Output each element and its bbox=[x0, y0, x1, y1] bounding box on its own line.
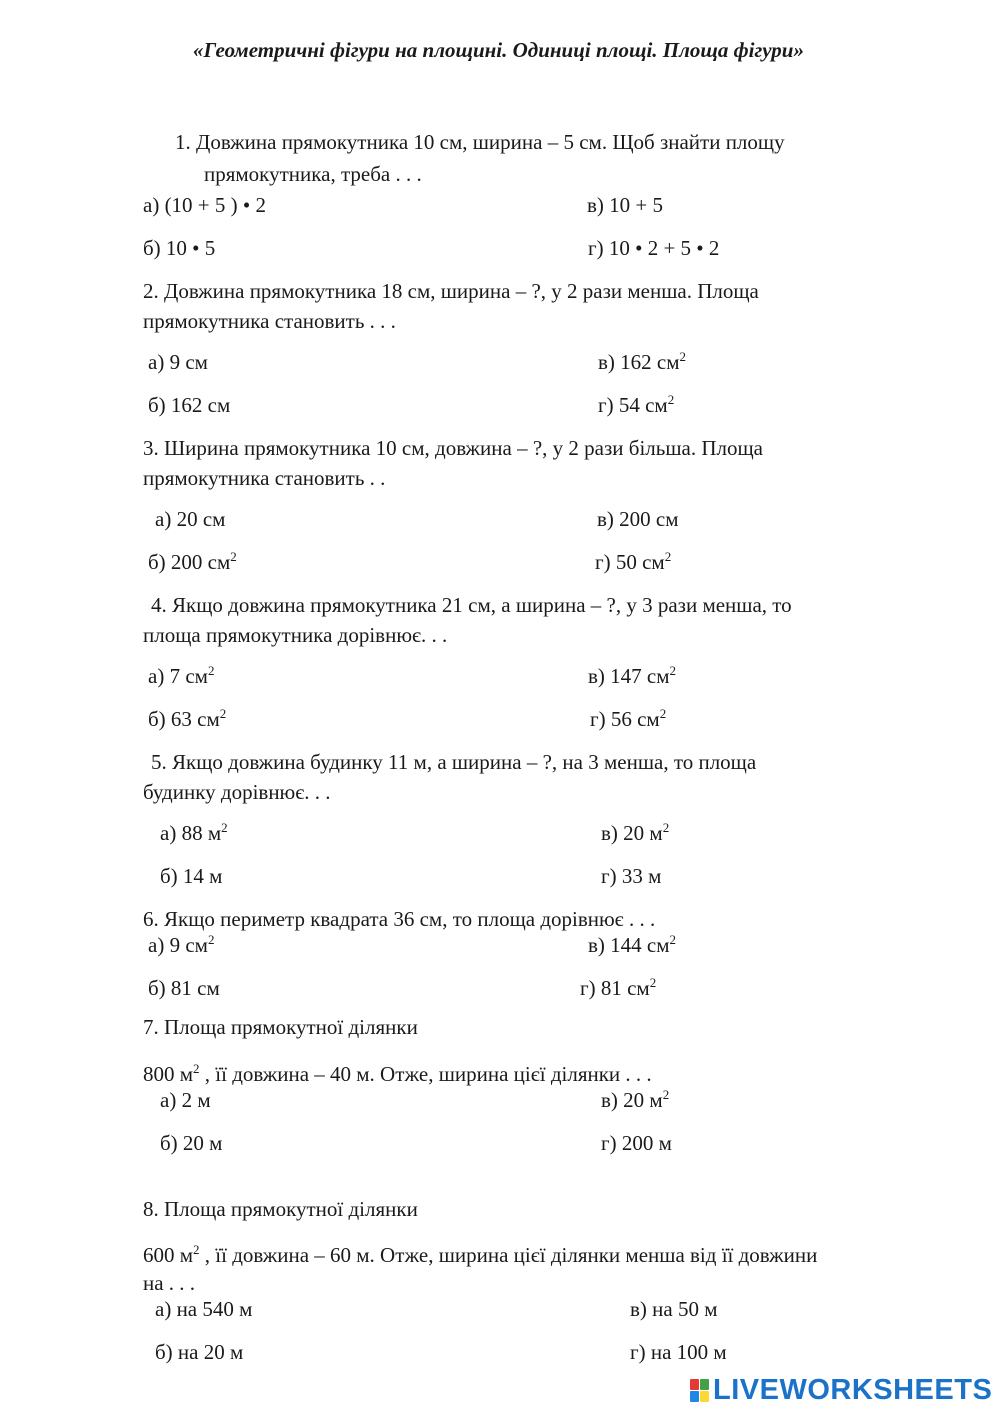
q4-option-v[interactable]: в) 147 $см^2$ bbox=[588, 663, 677, 688]
q4-option-g[interactable]: г) 56 $см^2$ bbox=[590, 706, 667, 731]
q4-option-b[interactable]: б) 63 $см^2$ bbox=[148, 706, 227, 731]
question-5-text-cont: будинку дорівнює. . . bbox=[143, 780, 331, 804]
q8-option-b[interactable]: б) на 20 м bbox=[155, 1340, 244, 1364]
q3-option-a[interactable]: а) 20 см bbox=[155, 507, 226, 531]
q2-option-v[interactable]: в) 162 $см^2$ bbox=[598, 349, 687, 374]
q6-option-g[interactable]: г) 81 $см^2$ bbox=[580, 975, 657, 1000]
q8-option-a[interactable]: а) на 540 м bbox=[155, 1297, 253, 1321]
logo-mark-icon bbox=[690, 1379, 709, 1402]
q7-option-b[interactable]: б) 20 м bbox=[160, 1131, 223, 1155]
q7-option-a[interactable]: а) 2 м bbox=[160, 1088, 211, 1112]
q6-option-v[interactable]: в) 144 $см^2$ bbox=[588, 932, 677, 957]
logo-block-blue bbox=[690, 1391, 699, 1402]
question-8-text: 8. Площа прямокутної ділянки bbox=[143, 1197, 418, 1221]
q8-option-g[interactable]: г) на 100 м bbox=[630, 1340, 727, 1364]
question-4-text: 4. Якщо довжина прямокутника 21 см, а ширина – ?, у 3 рази менша, то bbox=[151, 593, 792, 617]
question-7-text: 7. Площа прямокутної ділянки bbox=[143, 1015, 418, 1039]
question-1-text-cont: прямокутника, треба . . . bbox=[204, 162, 422, 186]
page-title: «Геометричні фігури на площині. Одиниці площі. Площа фігури» bbox=[193, 38, 804, 62]
question-3-text-cont: прямокутника становить . . bbox=[143, 466, 386, 490]
q3-option-g[interactable]: г) 50 $см^2$ bbox=[595, 549, 672, 574]
question-8-text-cont2: на . . . bbox=[143, 1271, 196, 1295]
question-8-text-cont: 600 $м^2$ , її довжина – 60 м. Отже, ширина цієї ділянки менша від її довжини bbox=[143, 1242, 818, 1267]
q1-option-b[interactable]: б) 10 • 5 bbox=[143, 236, 216, 260]
q2-option-g[interactable]: г) 54 $см^2$ bbox=[598, 392, 675, 417]
logo-block-green bbox=[700, 1379, 709, 1390]
question-2-text: 2. Довжина прямокутника 18 см, ширина – ?, у 2 рази менша. Площа bbox=[143, 279, 759, 303]
logo-block-yellow bbox=[700, 1391, 709, 1402]
question-1-text: 1. Довжина прямокутника 10 см, ширина – 5 см. Щоб знайти площу bbox=[175, 130, 785, 154]
question-7-text-cont: 800 $м^2$ , її довжина – 40 м. Отже, ширина цієї ділянки . . . bbox=[143, 1061, 652, 1086]
liveworksheets-logo bbox=[690, 1373, 992, 1407]
logo-block-red bbox=[690, 1379, 699, 1390]
q3-option-v[interactable]: в) 200 см bbox=[597, 507, 679, 531]
question-3-text: 3. Ширина прямокутника 10 см, довжина – ?, у 2 рази більша. Площа bbox=[143, 436, 763, 460]
q2-option-a[interactable]: а) 9 см bbox=[148, 350, 208, 374]
q7-option-v[interactable]: в) 20 $м^2$ bbox=[601, 1087, 670, 1112]
q8-option-v[interactable]: в) на 50 м bbox=[630, 1297, 718, 1321]
q1-option-g[interactable]: г) 10 • 2 + 5 • 2 bbox=[588, 236, 720, 260]
q5-option-a[interactable]: а) 88 $м^2$ bbox=[160, 820, 228, 845]
logo-text: LIVEWORKSHEETS bbox=[713, 1373, 993, 1406]
q1-option-v[interactable]: в) 10 + 5 bbox=[587, 193, 664, 217]
q6-option-a[interactable]: а) 9 $см^2$ bbox=[148, 932, 215, 957]
q3-option-b[interactable]: б) 200 $см^2$ bbox=[148, 549, 237, 574]
q6-option-b[interactable]: б) 81 см bbox=[148, 976, 220, 1000]
question-4-text-cont: площа прямокутника дорівнює. . . bbox=[143, 623, 448, 647]
q5-option-v[interactable]: в) 20 $м^2$ bbox=[601, 820, 670, 845]
q5-option-g[interactable]: г) 33 м bbox=[601, 864, 662, 888]
q2-option-b[interactable]: б) 162 см bbox=[148, 393, 231, 417]
q5-option-b[interactable]: б) 14 м bbox=[160, 864, 223, 888]
q7-option-g[interactable]: г) 200 м bbox=[601, 1131, 672, 1155]
q1-option-a[interactable]: а) (10 + 5 ) • 2 bbox=[143, 193, 266, 217]
q4-option-a[interactable]: а) 7 $см^2$ bbox=[148, 663, 215, 688]
question-6-text: 6. Якщо периметр квадрата 36 см, то площа дорівнює . . . bbox=[143, 907, 656, 931]
question-5-text: 5. Якщо довжина будинку 11 м, а ширина – ?, на 3 менша, то площа bbox=[151, 750, 757, 774]
question-2-text-cont: прямокутника становить . . . bbox=[143, 309, 396, 333]
